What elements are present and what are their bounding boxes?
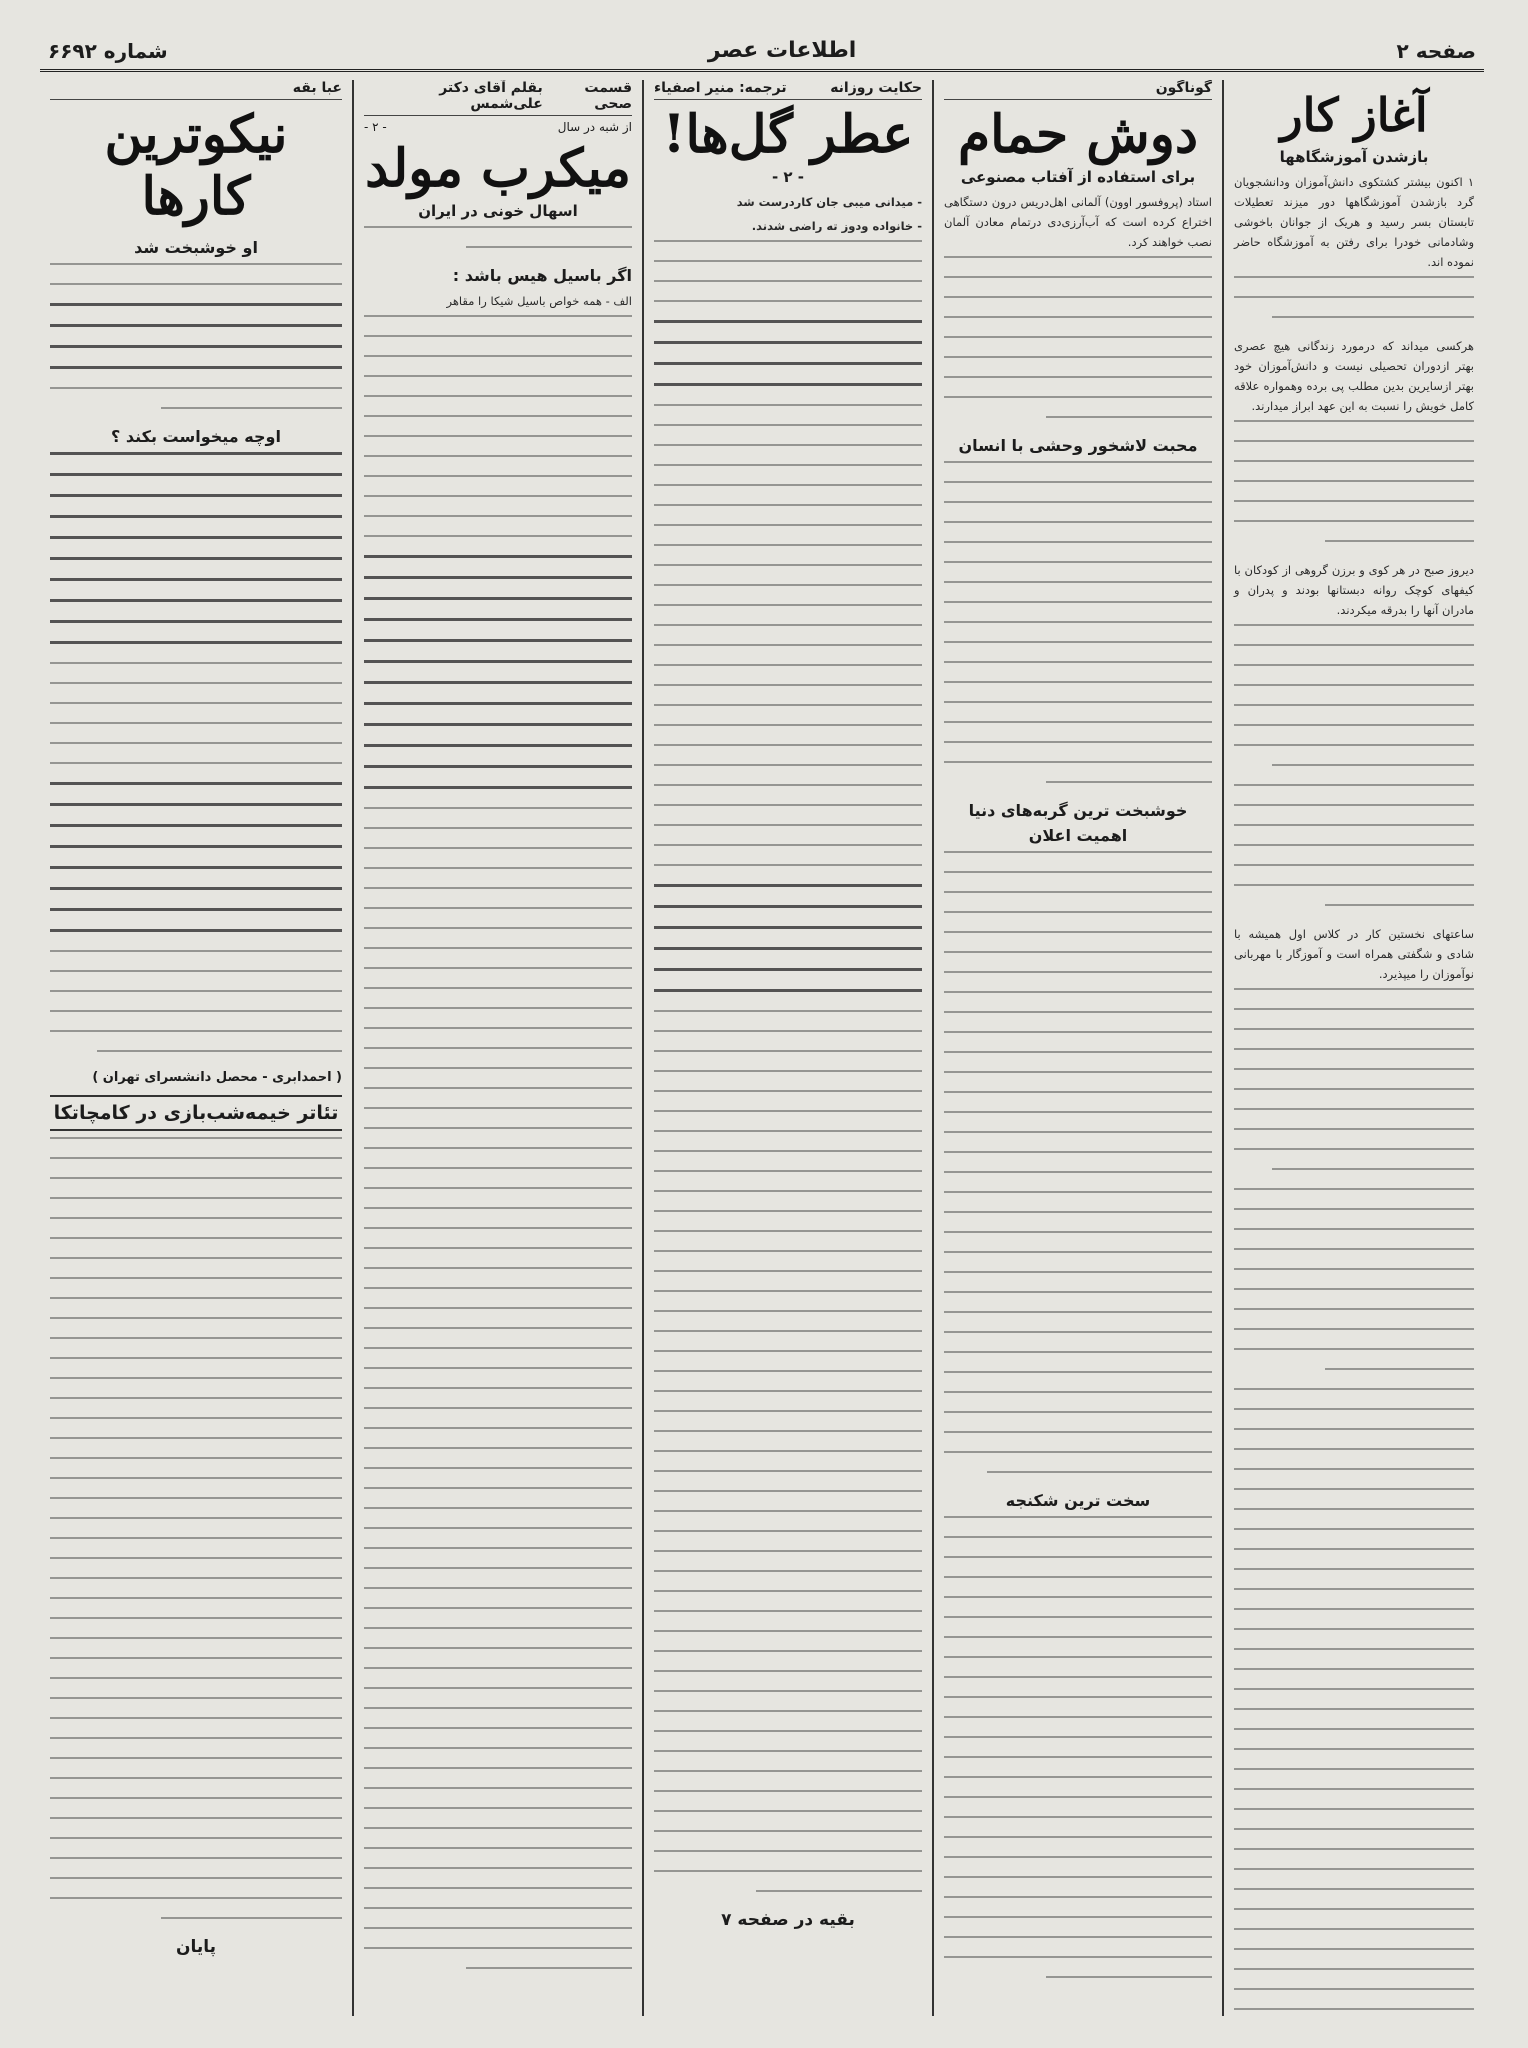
- text-lines: [944, 256, 1212, 418]
- section-heading: سخت ترین شکنجه: [1005, 1491, 1151, 1510]
- column-shower: [932, 80, 1222, 2016]
- section-heading: خوشبخت ترین گربه‌های دنیا: [968, 801, 1188, 820]
- article-title: عطر گل‌ها!: [662, 104, 914, 165]
- text-lines: [1234, 276, 1474, 318]
- text-lines: [944, 851, 1212, 1473]
- text-lines: [654, 240, 922, 1892]
- page-number: صفحه ۲: [1396, 38, 1476, 63]
- text-lines: [1234, 988, 1474, 2016]
- article-lead: - خانواده ودوز ته راضی شدند.: [751, 219, 922, 233]
- section-heading: اهمیت اعلان: [1028, 826, 1128, 845]
- text-lines: [50, 452, 342, 1052]
- author-byline: بقلم آقای دکتر علی‌شمس: [439, 80, 543, 112]
- article-paragraph: استاد (پروفسور اوون) آلمانی اهل‌دریس درون دستگاهی اختراع کرده است که آب‌آرزی‌دی درتمام معادن آلمان نصب خواهند کرد.: [944, 195, 1212, 249]
- issue-number: شماره ۶۶۹۲: [48, 38, 168, 63]
- series-info: [364, 120, 632, 134]
- text-lines: [1234, 420, 1474, 542]
- article-title: میکرب مولد: [365, 138, 631, 199]
- article-subtitle: برای استفاده از آفتاب مصنوعی: [960, 168, 1196, 186]
- continued-note: بقیه در صفحه ۷: [721, 1910, 855, 1930]
- author-signature: ( احمدابری - محصل دانشسرای تهران ): [92, 1070, 342, 1085]
- section-heading: او خوشبخت شد: [134, 238, 258, 257]
- section-kicker: [364, 80, 632, 116]
- kicker-label: حکایت روزانه: [830, 80, 922, 96]
- article-title: نیکوترین کارها: [104, 104, 288, 227]
- column-microbe: [352, 80, 642, 2016]
- text-lines: [50, 263, 342, 409]
- text-lines: [364, 226, 632, 248]
- column-best-deeds: [40, 80, 352, 2016]
- kicker-label: قسمت صحی: [584, 80, 632, 112]
- end-marker: پایان: [175, 1937, 217, 1957]
- article-paragraph: دیروز صبح در هر کوی و برزن گروهی از کودکان با کیفهای کوچک روانه دبستانها بودند و پدران و مادران آنها را بدرقه میکردند.: [1234, 563, 1474, 617]
- section-kicker: [50, 80, 342, 100]
- article-subtitle: بازشدن آموزشگاهها: [1279, 148, 1429, 166]
- section-heading: اگر باسیل هیس باشد :: [452, 266, 632, 285]
- page-header: [40, 38, 1484, 72]
- column-start-of-work: [1222, 80, 1484, 2016]
- article-title: آغاز کار: [1280, 88, 1428, 142]
- translator-credit: ترجمه: منیر اصفیاء: [654, 80, 787, 96]
- text-lines: [944, 461, 1212, 783]
- text-lines: [1234, 624, 1474, 906]
- section-heading: تئاتر خیمه‌شب‌بازی در کامچاتکا: [50, 1095, 342, 1131]
- section-kicker: [944, 80, 1212, 100]
- series-from: از شبه در سال: [557, 120, 632, 134]
- part-number: - ۲ -: [771, 168, 805, 186]
- article-lead: - میدانی میبی جان کاردرست شد: [736, 195, 922, 209]
- text-lines: [364, 315, 632, 1969]
- text-lines: [50, 1137, 342, 1919]
- paper-name: اطلاعات عصر: [707, 38, 857, 63]
- article-paragraph: الف - همه خواص باسیل شیکا را مقاهر: [446, 294, 632, 308]
- part-number: - ۲ -: [364, 120, 387, 134]
- article-paragraph: ساعتهای نخستین کار در کلاس اول همیشه با شادی و شگفتی همراه است و آموزگار با مهربانی نوآموزان را میپذیرد.: [1234, 927, 1474, 981]
- column-flower-scent: [642, 80, 932, 2016]
- article-subtitle: اسهال خونی در ایران: [418, 202, 578, 220]
- section-heading: محبت لاشخور وحشی با انسان: [958, 436, 1198, 455]
- article-title: دوش حمام: [957, 104, 1199, 165]
- kicker-label: گوناگون: [1155, 80, 1212, 96]
- text-lines: [944, 1516, 1212, 1978]
- columns: [40, 80, 1484, 2016]
- article-paragraph: هرکسی میداند که درمورد زندگانی هیچ عصری بهتر ازدوران تحصیلی نیست و دانش‌آموزان خود بهتر ازسایرین بدین مطلب پی برده وهمواره علاقه کامل خویش را نسبت به این عهد ابراز میدارند.: [1234, 339, 1474, 413]
- section-kicker: [654, 80, 922, 100]
- kicker-label: عبا بقه: [292, 80, 342, 96]
- section-heading: اوچه میخواست بکند ؟: [111, 427, 281, 446]
- article-paragraph: ۱ اکنون بیشتر کشتکوی دانش‌آموزان ودانشجویان گرد بازشدن آموزشگاهها دور میزند تعطیلات تابستان بسر رسید و هریک از جوانان باخوشی وشادمانی خودرا برای رفتن به آموزشگاه حاضر نموده اند.: [1234, 175, 1474, 269]
